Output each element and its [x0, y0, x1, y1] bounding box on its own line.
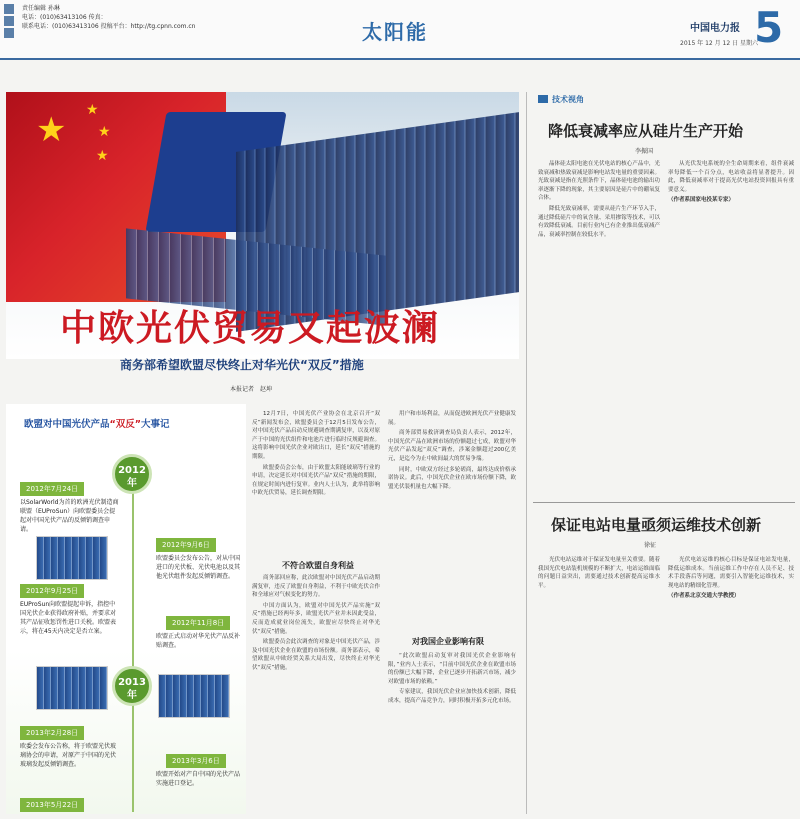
event-text: 以SolarWorld为首的欧洲光伏制造商联盟（EUProSun）向欧盟委员会提起对中国光伏产品的反倾销调查申请。 — [20, 499, 119, 533]
event-date: 2012年11月8日 — [166, 616, 230, 630]
right-article-2-col-b — [668, 556, 794, 603]
feature-headline: 中欧光伏贸易又起波澜 — [60, 308, 441, 349]
article-separator — [533, 502, 795, 503]
article-column-1b — [252, 574, 380, 675]
author-note: （作者系国家电投某专家） — [668, 197, 735, 204]
page-header — [0, 0, 800, 60]
article-subhead: 不符合欧盟自身利益 — [282, 561, 354, 570]
paragraph: 商务部回应称，此次欧盟对中国光伏产品启动期满复审，违反了欧盟自身利益，不利于中欧光伏合作和全球应对气候变化的努力。 — [252, 575, 380, 599]
event-text: EUProSun向欧盟提起申诉，指控中国光伏企业获得政府补贴，并要求对其产品征收惩罚性进口关税。欧盟表示，将在45天内决定是否立案。 — [20, 601, 117, 635]
star-icon: ★ — [36, 110, 67, 150]
header-info — [22, 4, 212, 31]
paragraph: 专家建议，我国光伏企业应加快技术创新，降低成本，提高产品竞争力，同时积极开拓多元化市场。 — [388, 689, 516, 704]
newspaper-logo-icon — [4, 4, 16, 38]
event-text: 欧委会发布公告称，将于欧盟光伏玻璃协会的申请，对原产于中国的光伏玻璃发起反倾销调查。 — [20, 743, 117, 768]
event-text: 欧盟正式启动对华光伏产品反补贴调查。 — [156, 633, 241, 649]
feature-subheadline: 商务部希望欧盟尽快终止对华光伏“双反”措施 — [120, 358, 364, 372]
event-date: 2013年5月22日 — [20, 798, 84, 812]
masthead: 中国电力报 — [690, 23, 740, 34]
paragraph: 中国方面认为，欧盟对中国光伏产品实施“双反”措施已经两年多，欧盟光伏产业并未因此受益，反而造成就业岗位流失，欧盟应尽快终止对华光伏“双反”措施。 — [252, 602, 380, 635]
article-author: 李振国 — [635, 148, 654, 155]
timeline-axis — [132, 462, 134, 812]
info-line: 责任编辑 孙琳 — [22, 5, 60, 12]
timeline-title — [24, 416, 170, 430]
year-badge: 2012年 — [112, 454, 152, 494]
paragraph: 欧盟委员会此次调查的对象是中国光伏产品，涉及中国光伏企业在欧盟的市场份额。商务部表示，希望欧盟从中欧经贸关系大局出发，尽快终止对华光伏“双反”措施。 — [252, 639, 380, 671]
paragraph: 光伏电站运维的核心目标是保证电站发电量，降低运维成本。当前运维工作中存在人员不足、技术手段落后等问题，需要引入智能化运维技术，实现电站的精细化管理。 — [668, 557, 794, 589]
right-article-1-col-a — [538, 160, 660, 241]
paragraph: 12月7日，中国光伏产业协会在北京召开“双反”新闻发布会，欧盟委员会于12月5日发布公告，对中国光伏产品启动反规避调查期满复审，以及对原产于中国的光伏组件和电池片进行临时反规避调查。这将影响中国光伏企业对欧出口，延长“双反”措施的期限。 — [252, 411, 380, 460]
event-date: 2012年9月6日 — [156, 538, 216, 552]
info-line: 电话：(010)63413106 传真： — [22, 14, 107, 21]
solar-thumbnail — [158, 674, 230, 718]
timeline-title-main: 欧盟对中国光伏产品 — [24, 419, 110, 430]
timeline-title-tail: 大事记 — [141, 419, 170, 430]
column-divider — [526, 92, 527, 814]
info-line: 联系电话：(010)63413106 投稿平台：http://tg.cpnn.com.cn — [22, 23, 196, 30]
solar-thumbnail — [36, 536, 108, 580]
event-text: 欧盟委员会发布公告，对从中国进口的光伏板、光伏电池以及其他光伏组件发起反倾销调查。 — [156, 555, 241, 580]
event-date: 2013年2月28日 — [20, 726, 84, 740]
feature-byline: 本报记者 赵坤 — [230, 386, 273, 393]
right-article-2-col-a — [538, 556, 660, 592]
timeline-panel — [6, 404, 246, 814]
star-icon: ★ — [86, 102, 99, 118]
paragraph: 降低光致衰减率，需要从硅片生产环节入手，通过降低硅片中的氧含量、采用掺镓等技术，可以有效降低衰减。目前行业内已有企业推出低衰减产品，衰减率控制在较低水平。 — [538, 205, 660, 238]
year-badge: 2013年 — [112, 666, 152, 706]
author-note: （作者系北京交通大学教授） — [668, 593, 740, 600]
event-text: 欧盟开始对产自中国的光伏产品实施进口登记。 — [156, 771, 241, 787]
kicker-label: 技术视角 — [538, 94, 584, 105]
solar-thumbnail — [36, 666, 108, 710]
article-title: 保证电站电量亟须运维技术创新 — [551, 516, 762, 534]
event-date: 2012年7月24日 — [20, 482, 84, 496]
timeline-title-accent: “双反” — [109, 419, 142, 430]
paragraph: 从光伏发电系统的全生命周期来看，组件衰减率每降低一个百分点，电站收益将显著提升。因此，降低衰减率对于提高光伏电站投资回报具有重要意义。 — [668, 161, 794, 193]
paragraph: 光伏电站运维对于保证发电量至关重要。随着我国光伏电站装机规模的不断扩大，电站运维面临的问题日益突出，需要通过技术创新提高运维水平。 — [538, 557, 660, 589]
right-article-1-col-b — [668, 160, 794, 207]
issue-date: 2015 年 12 月 12 日 星期六 — [680, 40, 758, 47]
paragraph: 欧盟委员会公布，由于欧盟太阳能玻璃等行业的申请，决定延长对中国光伏产品“双反”措施的期限，在规定时间内进行复审。业内人士认为，此举将影响中欧光伏贸易，延长调查期限。 — [252, 464, 380, 497]
paragraph: 商务部贸易救济调查局负责人表示，2012年，中国光伏产品在欧洲市场的份额超过七成，欧盟对华光伏产品发起“双反”调查，涉案金额超过200亿美元，是迄今为止中欧间最大的贸易争端。 — [388, 430, 516, 462]
star-icon: ★ — [96, 148, 109, 164]
article-title: 降低衰减率应从硅片生产开始 — [548, 122, 744, 140]
article-column-2b — [388, 652, 516, 708]
article-column-2 — [388, 410, 516, 493]
paragraph: 同时，中欧双方经过多轮磋商，最终达成价格承诺协议。此后，中国光伏企业在欧市场份额下降，欧盟光伏装机量也大幅下降。 — [388, 466, 516, 490]
page-number: 5 — [754, 3, 784, 52]
article-subhead: 对我国企业影响有限 — [412, 637, 484, 646]
event-date: 2013年3月6日 — [166, 754, 226, 768]
paragraph: “此次欧盟启动复审对我国光伏企业影响有限，”业内人士表示，“目前中国光伏企业在欧盟市场的份额已大幅下降，企业已逐步开拓新兴市场，减少对欧盟市场的依赖。” — [388, 653, 516, 685]
article-author: 徐征 — [644, 542, 657, 549]
paragraph: 用户和市场利益，从而促进欧洲光伏产业健康发展。 — [388, 411, 516, 426]
section-title: 太阳能 — [362, 20, 428, 44]
star-icon: ★ — [98, 124, 111, 140]
paragraph: 晶体硅太阳电池在光伏电站的核心产品中，光致衰减和热致衰减是影响电站发电量的重要因素。光致衰减是指在光照条件下，晶体硅电池的输出功率逐渐下降的现象，其主要原因是硅片中的硼氧复合体。 — [538, 161, 660, 202]
article-column-1 — [252, 410, 380, 500]
event-date: 2012年9月25日 — [20, 584, 84, 598]
